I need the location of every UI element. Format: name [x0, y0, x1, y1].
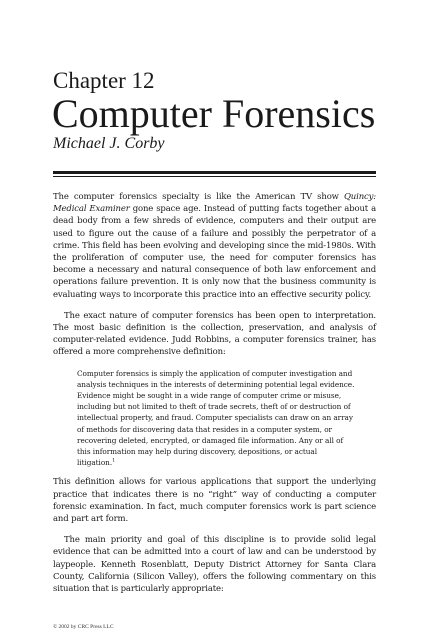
- paragraph-1: [53, 191, 376, 301]
- block-quote-text: Computer forensics is simply the application of computer investigation and analysis techniques in the interests of determining potential legal evidence. Evidence might be sought in a wide range of computer crime or misuse, including but not limited to theft of trade secrets, theft of or destruction of intellectual property, and fraud. Computer specialists can draw on an array of methods for discovering data that resides in a computer system, or recovering deleted, encrypted, or damaged file information. Any or all of this information may help during discovery, depositions, or actual litigation.: [77, 368, 355, 468]
- paragraph-1-start: The computer forensics specialty is like the American TV show: [53, 192, 344, 202]
- paragraph-1-rest: gone space age. Instead of putting facts together about a dead body from a few shreds of evidence, computers and their output are used to figure out the cause of a failure and possibly the perpetrator of a crime. This field has been evolving and developing since the mid-1980s. With the proliferation of computer use, the need for computer forensics has become a necessary and natural consequence of both law enforcement and operations failure prevention. It is only now that the business community is evaluating ways to incorporate this practice into an effective security policy.: [53, 204, 377, 300]
- paragraph-4: The main priority and goal of this discipline is to provide solid legal evidence that can be admitted into a court of law and can be understood by laypeople. Kenneth Rosenblatt, Deputy District Attorney for Santa Clara County, California (Silicon Valley), offers the following commentary on this situation that is particularly appropriate:: [53, 535, 376, 595]
- chapter-number: Chapter 12: [53, 68, 155, 93]
- body-text: [53, 191, 376, 604]
- copyright-notice: © 2002 by CRC Press LLC: [53, 624, 114, 630]
- block-quote: [77, 368, 355, 469]
- footnote-marker: 1: [112, 457, 116, 464]
- paragraph-2: The exact nature of computer forensics has been open to interpretation. The most basic definition is the collection, preservation, and analysis of computer-related evidence. Judd Robbins, a computer forensics trainer, has offered a more comprehensive definition:: [53, 310, 376, 358]
- author-name: Michael J. Corby: [53, 135, 165, 152]
- chapter-title: Computer Forensics: [52, 91, 376, 136]
- title-rule-thin: [53, 176, 376, 177]
- show-title: Quincy: Medical Examiner: [53, 192, 376, 215]
- title-rule-thick: [53, 171, 376, 174]
- paragraph-3: This definition allows for various applications that support the underlying practice that indicates there is no “right” way of conducting a computer forensic examination. In fact, much computer forensics work is part science and part art form.: [53, 477, 376, 525]
